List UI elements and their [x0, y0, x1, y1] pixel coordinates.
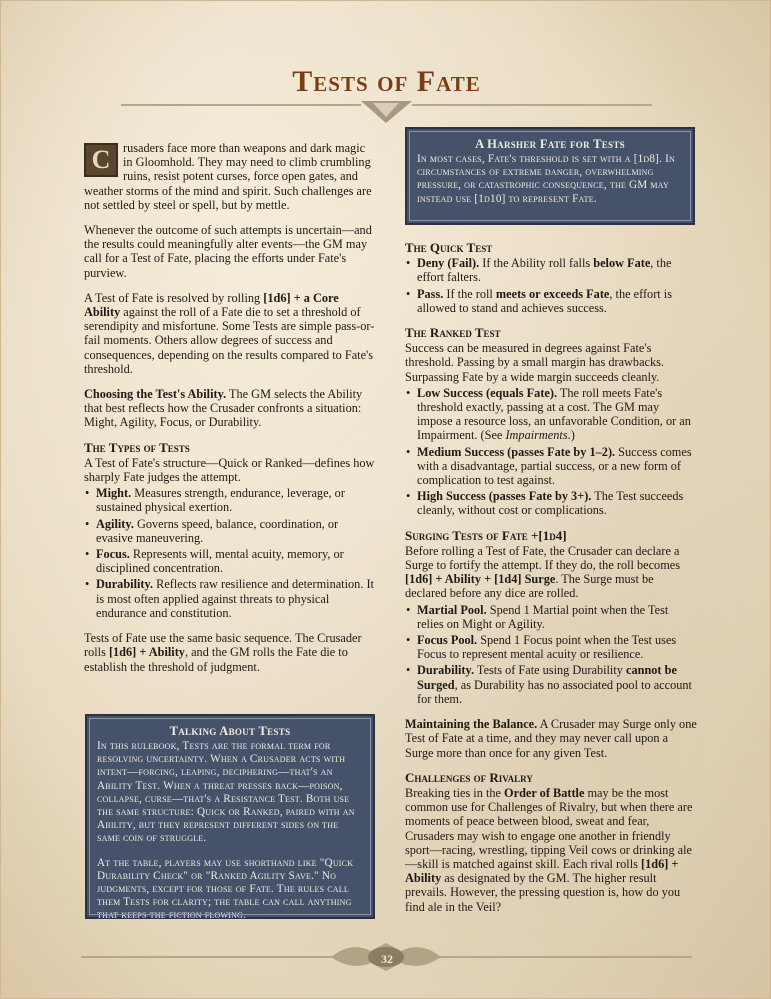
surge-heading: Surging Tests of Fate +[1d4] — [405, 527, 567, 543]
dice-formula: [1d6] + Ability — [108, 645, 185, 660]
item-name: Focus. — [96, 547, 130, 562]
list-item — [405, 256, 697, 284]
item-text: If the Ability roll falls — [479, 256, 594, 271]
choosing-ability-paragraph — [84, 387, 376, 430]
text: The GM selects the Ability that best reflects how the Crusader confronts a situation: Might, Agility, Focus, or Durability. — [84, 387, 363, 430]
right-column — [405, 241, 697, 914]
dropcap-letter: C — [91, 145, 111, 174]
quick-test-heading: The Quick Test — [405, 240, 493, 255]
left-column — [84, 141, 376, 685]
item-name: Medium Success (passes Fate by 1–2). — [417, 444, 616, 459]
intro-text: rusaders face more than weapons and dark magic in Gloomhold. They may need to climb crumbling ruins, resist potent curses, force open gates, and weather storms of the mind and spirit. Such challenges are not settled by steel or spell, but by mettle. — [84, 141, 372, 212]
list-item — [84, 547, 376, 575]
item-name: Pass. — [417, 286, 444, 301]
item-text: Spend 1 Focus point when the Test uses Focus to represent mental acuity or resilience. — [417, 633, 677, 662]
text: Breaking ties in the — [405, 785, 505, 800]
item-text: , the effort is allowed to stand and achieves success. — [417, 286, 672, 315]
text: against the roll of a Fate die to set a threshold of serendipity and misfortune. Some Tests are simple pass-or-fail moments. Others allow degrees of success and consequences, depending on the results compared to Fate's threshold. — [84, 305, 375, 376]
lead-in: Choosing the Test's Ability. — [84, 387, 227, 402]
rivalry-paragraph — [405, 786, 697, 914]
item-emphasis: below Fate — [593, 256, 651, 271]
text: A Test of Fate is resolved by rolling — [84, 290, 264, 305]
text: , and the GM rolls the Fate die to establish the threshold of judgment. — [84, 645, 348, 674]
text: as designated by the GM. The higher result prevails. However, the pressing question is, how do you find ale in the Veil? — [405, 871, 681, 914]
rivalry-heading: Challenges of Rivalry — [405, 769, 533, 785]
item-text: The Test succeeds cleanly, without cost or complications. — [417, 489, 684, 518]
surge-list — [405, 603, 697, 706]
text: A Crusader may Surge only one Test of Fate at a time, and they may never call upon a Surge more than once for any given Test. — [405, 717, 697, 760]
cross-reference: Impairments — [505, 428, 568, 443]
list-item — [84, 486, 376, 514]
page-number: 32 — [381, 952, 393, 966]
balance-paragraph — [405, 717, 697, 760]
item-name: Deny (Fail). — [417, 256, 480, 271]
item-text: Governs speed, balance, coordination, or evasive maneuvering. — [96, 516, 339, 545]
list-item — [405, 633, 697, 661]
text: . The Surge must be declared before any dice are rolled. — [405, 572, 654, 601]
item-name: Durability. — [96, 577, 154, 592]
emphasis: Order of Battle — [504, 785, 585, 800]
item-emphasis: meets or exceeds Fate — [495, 286, 610, 301]
box-paragraph: At the table, players may use shorthand like "Quick Durability Check" or "Ranked Agility Save." No judgments, except for those of Fate. The rules call them Tests for clarity; the table can call anything that keeps the fiction flowing. — [97, 856, 354, 922]
item-text: Spend 1 Martial point when the Test relies on Might or Agility. — [417, 602, 669, 631]
box-title: A Harsher Fate for Tests — [475, 137, 625, 151]
sequence-paragraph — [84, 631, 376, 674]
box-body: In most cases, Fate's threshold is set with a [1d8]. In circumstances of extreme danger, overwhelming pressure, or catastrophic consequence, the GM may instead use [1d10] to represent Fate. — [417, 153, 676, 205]
quick-test-list — [405, 256, 697, 315]
types-heading: The Types of Tests — [84, 439, 190, 455]
ranked-test-heading: The Ranked Test — [405, 325, 501, 341]
item-emphasis: cannot be Surged — [417, 663, 677, 692]
types-intro: A Test of Fate's structure—Quick or Ranked—defines how sharply Fate judges the attempt. — [84, 455, 375, 485]
list-item — [405, 603, 697, 631]
ranked-test-list — [405, 386, 697, 518]
item-text: Success comes with a disadvantage, partial success, or a new form of complication to test against. — [417, 444, 692, 488]
outcome-paragraph: Whenever the outcome of such attempts is uncertain—and the results could meaningfully alter events—the GM may call for a Test of Fate, placing the efforts under Fate's purview. — [84, 223, 372, 280]
ranked-intro: Success can be measured in degrees against Fate's threshold. Passing by a small margin has drawbacks. Surpassing Fate by a wide margin succeeds cleanly. — [405, 341, 664, 384]
dice-formula: [1d6] + Ability — [405, 856, 679, 886]
dice-formula: [1d6] + a Core Ability — [84, 290, 339, 320]
list-item — [405, 663, 697, 706]
item-name: Low Success (equals Fate). — [417, 385, 558, 400]
text: Tests of Fate use the same basic sequence. The Crusader rolls — [84, 631, 362, 660]
item-text: Reflects raw resilience and determination. It is most often applied against threats to physical endurance and constitution. — [96, 577, 374, 620]
item-name: Focus Pool. — [417, 633, 478, 648]
item-text: , as Durability has no associated pool to account for them. — [417, 677, 692, 706]
item-text: Represents will, mental acuity, memory, or disciplined concentration. — [96, 547, 344, 576]
list-item — [405, 489, 697, 517]
item-name: Durability. — [417, 663, 475, 678]
box-body — [97, 740, 363, 923]
item-text: The roll meets Fate's threshold exactly, passing at a cost. The GM may impose a resource loss, an unfavorable Condition, or an Impairment. (See — [417, 385, 691, 443]
box-title: Talking About Tests — [169, 724, 291, 738]
lead-in: Maintaining the Balance. — [405, 717, 538, 732]
text: may be the most common use for Challenges of Rivalry, but when there are moments of peace between blood, sweat and fear, Crusaders may wish to engage one another in friendly sport—racing, wrestling, tipping Veil cows or drinking ale—skill is matched against skill. Each rival rolls — [405, 785, 693, 871]
item-name: Agility. — [96, 516, 134, 531]
item-text: If the roll — [443, 286, 496, 301]
intro-paragraph — [84, 141, 376, 212]
page-title: Tests of Fate — [292, 65, 481, 98]
item-name: High Success (passes Fate by 3+). — [417, 489, 592, 504]
list-item — [84, 517, 376, 545]
list-item — [405, 287, 697, 315]
item-text: Measures strength, endurance, leverage, or sustained physical exertion. — [96, 486, 345, 515]
dice-formula: [1d6] + Ability + [1d4] Surge — [405, 572, 556, 587]
list-item — [84, 577, 376, 620]
list-item — [405, 445, 697, 488]
talking-about-tests-box — [85, 714, 375, 922]
title-ornament — [121, 95, 652, 125]
dropcap-ornament — [84, 143, 118, 177]
resolution-paragraph — [84, 291, 376, 376]
surge-intro — [405, 544, 697, 601]
item-text: Tests of Fate using Durability — [474, 663, 626, 678]
item-text: , the effort falters. — [417, 256, 672, 285]
item-text: .) — [567, 428, 575, 443]
harsher-fate-box — [405, 127, 695, 225]
text: Before rolling a Test of Fate, the Crusader can declare a Surge to fortify the attempt. If they do, the roll becomes — [405, 543, 681, 573]
types-list — [84, 486, 376, 620]
item-name: Martial Pool. — [417, 602, 487, 617]
box-paragraph: In this rulebook, Tests are the formal term for resolving uncertainty. When a Crusader acts with intent—forcing, leaping, deciphering—that's an Ability Test. When a threat presses back—poison, collapse, curse—that's a Resistance Test. Both use the same structure: Quick or Ranked, paired with an Ability, but they represent different sides on the same coin of struggle. — [97, 740, 355, 845]
list-item — [405, 386, 697, 443]
item-name: Might. — [96, 486, 132, 501]
